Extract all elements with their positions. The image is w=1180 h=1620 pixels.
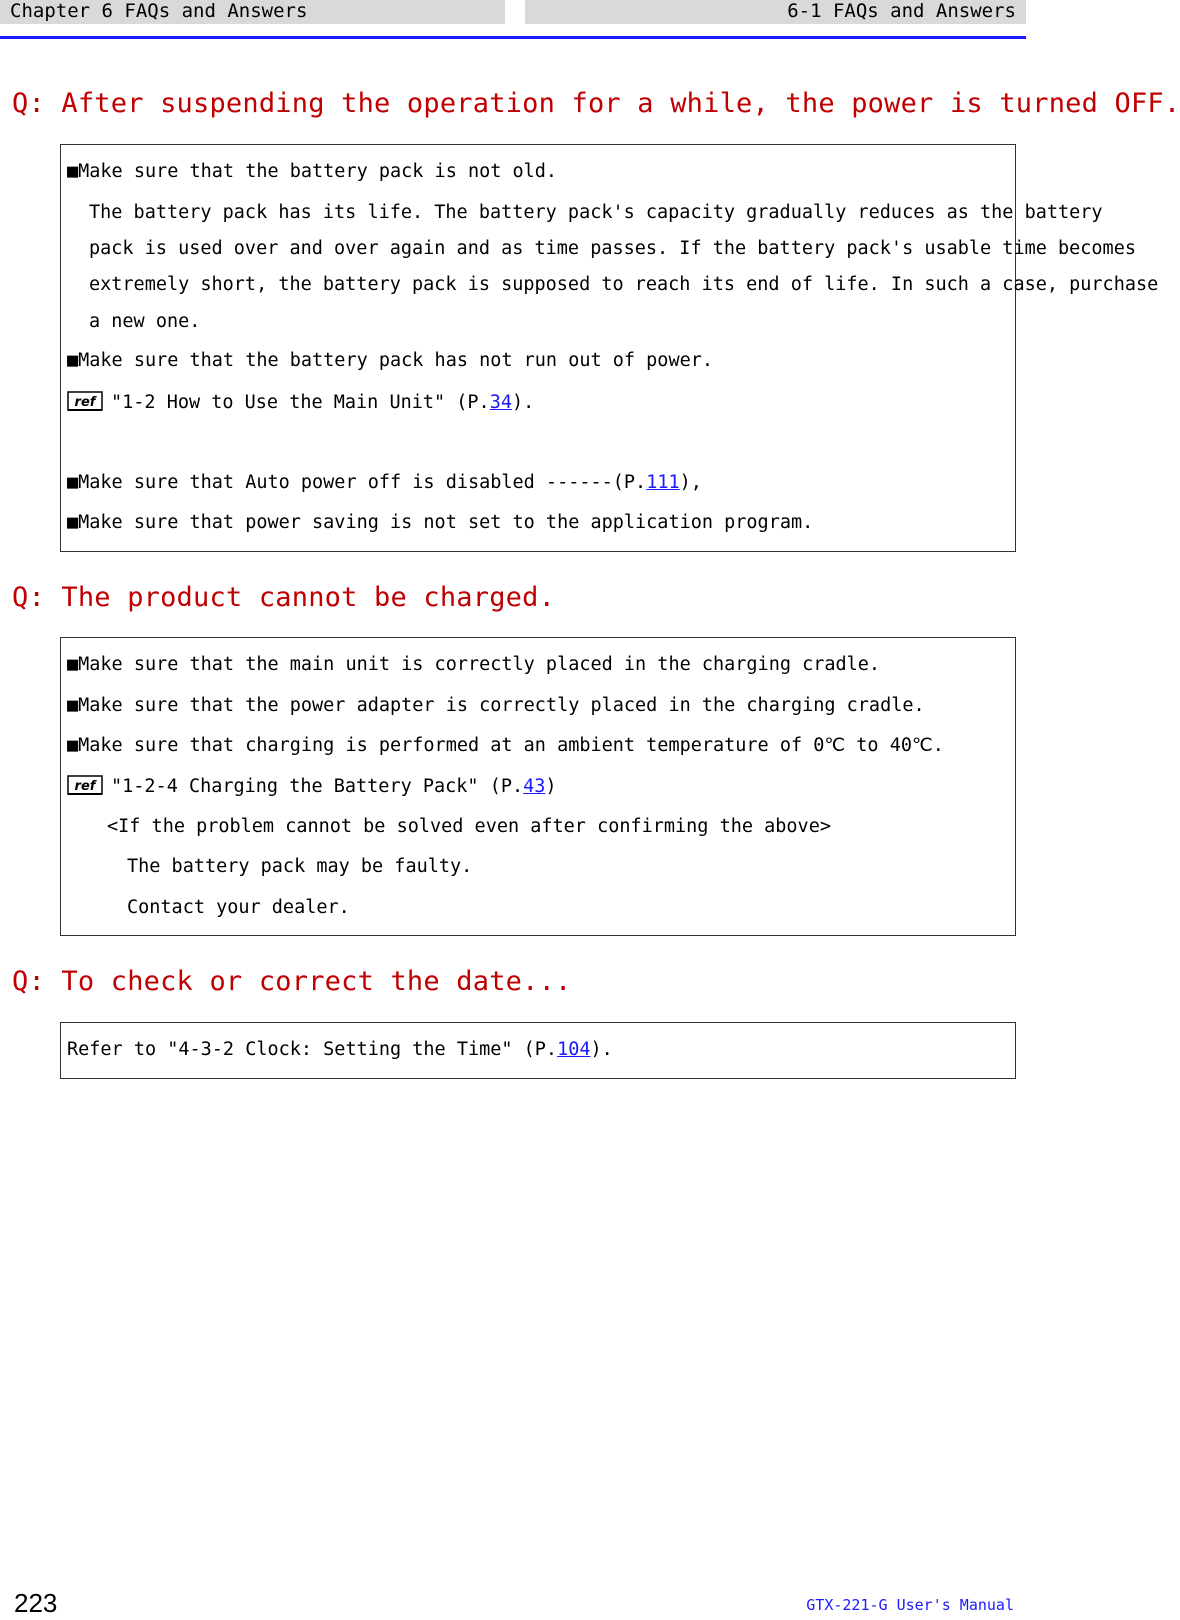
page-header [0, 0, 1026, 39]
page-number: 223 [14, 1588, 58, 1618]
check-battery-old: ■Make sure that the battery pack is not old. [67, 161, 558, 182]
section-title: 6-1 FAQs and Answers [525, 0, 1026, 24]
reference-main-unit [67, 391, 534, 414]
question-power-off: Q: After suspending the operation for a while, the power is turned OFF. [12, 88, 1180, 119]
ref-book-icon [67, 775, 103, 795]
link-page-111[interactable]: 111 [646, 472, 680, 493]
battery-faulty-note: The battery pack may be faulty. [127, 856, 473, 877]
problem-note: <If the problem cannot be solved even after confirming the above> [107, 816, 831, 837]
reference-clock [67, 1039, 613, 1061]
battery-life-text-1: The battery pack has its life. The battery pack's capacity gradually reduces as the battery [89, 202, 1103, 223]
ref-main-unit-text: "1-2 How to Use the Main Unit" (P. [111, 392, 490, 413]
reference-charging [67, 775, 557, 798]
link-page-34[interactable]: 34 [489, 392, 512, 413]
ref-charging-text: "1-2-4 Charging the Battery Pack" (P. [111, 776, 524, 797]
auto-power-off-text: ■Make sure that Auto power off is disabled ------(P. [67, 472, 647, 493]
question-cannot-charge: Q: The product cannot be charged. [12, 582, 556, 613]
check-auto-power-off [67, 472, 702, 494]
manual-title: GTX-221-G User's Manual [806, 1596, 1014, 1614]
chapter-title: Chapter 6 FAQs and Answers [0, 0, 505, 24]
ref-clock-suffix: ). [590, 1039, 613, 1060]
check-adapter-cradle: ■Make sure that the power adapter is correctly placed in the charging cradle. [67, 695, 925, 716]
question-date: Q: To check or correct the date... [12, 966, 572, 997]
ref-charging-suffix: ) [545, 776, 557, 797]
ref-clock-text: Refer to "4-3-2 Clock: Setting the Time" (P. [67, 1039, 558, 1060]
battery-life-text-4: a new one. [89, 311, 201, 332]
link-page-43[interactable]: 43 [523, 776, 546, 797]
check-temperature: ■Make sure that charging is performed at an ambient temperature of 0℃ to 40℃. [67, 735, 944, 756]
svg-text:ref: ref [74, 395, 96, 410]
auto-power-off-suffix: ), [679, 472, 702, 493]
check-battery-power: ■Make sure that the battery pack has not run out of power. [67, 350, 714, 371]
check-power-saving: ■Make sure that power saving is not set to the application program. [67, 512, 814, 533]
link-page-104[interactable]: 104 [557, 1039, 591, 1060]
ref-book-icon [67, 391, 103, 411]
battery-life-text-2: pack is used over and over again and as time passes. If the battery pack's usable time becomes [89, 238, 1136, 259]
check-main-unit-cradle: ■Make sure that the main unit is correctly placed in the charging cradle. [67, 654, 881, 675]
svg-text:ref: ref [74, 779, 96, 794]
battery-life-text-3: extremely short, the battery pack is supposed to reach its end of life. In such a case, purchase [89, 274, 1159, 295]
ref-main-unit-suffix: ). [511, 392, 535, 413]
answer-box-date [60, 1022, 1016, 1079]
answer-box-power-off [60, 144, 1159, 552]
contact-dealer-note: Contact your dealer. [127, 897, 350, 918]
answer-box-charging [60, 637, 1016, 936]
